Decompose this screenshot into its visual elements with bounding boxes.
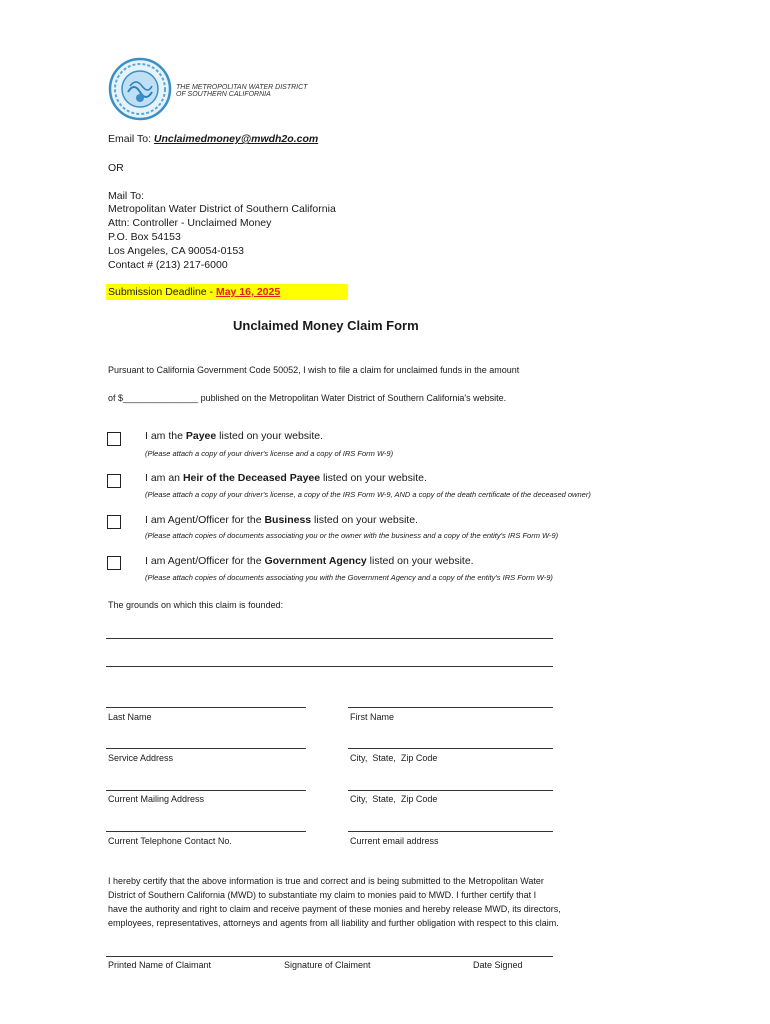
grounds-label: The grounds on which this claim is founded:	[108, 600, 284, 610]
intro-line-1: Pursuant to California Government Code 50052, I wish to file a claim for unclaimed funds in the amount	[108, 365, 520, 375]
service-address-line[interactable]	[106, 748, 306, 749]
certification-line-4: employees, representatives, attorneys and agents from all liability and further obligation with respect to this claim.	[108, 918, 559, 928]
deadline-label: Submission Deadline -	[108, 286, 216, 298]
grounds-line-1[interactable]	[106, 638, 553, 639]
city-state-zip-line-1[interactable]	[348, 748, 553, 749]
submission-deadline	[106, 284, 348, 300]
certification-line-2: District of Southern California (MWD) to substantiate my claim to monies paid to MWD. I further certify that I	[108, 890, 537, 900]
mailing-address-line[interactable]	[106, 790, 306, 791]
email-prefix: Email To:	[108, 133, 154, 145]
option-payee: I am the Payee listed on your website.	[145, 430, 324, 442]
certification-line-3: have the authority and right to claim and receive payment of these monies and hereby release MWD, its directors,	[108, 904, 561, 914]
option-government-agency-note: (Please attach copies of documents associating you with the Government Agency and a copy of the entity's IRS Form W-9)	[145, 573, 553, 582]
or-text: OR	[108, 162, 124, 174]
address-line-3: P.O. Box 54153	[108, 231, 181, 243]
deadline-date: May 16, 2025	[215, 286, 281, 298]
service-address-label: Service Address	[108, 753, 174, 763]
grounds-line-2[interactable]	[106, 666, 553, 667]
telephone-label: Current Telephone Contact No.	[108, 836, 232, 846]
address-line-5: Contact # (213) 217-6000	[108, 259, 228, 271]
printed-name-label: Printed Name of Claimant	[108, 960, 212, 970]
signature-label: Signature of Claiment	[284, 960, 371, 970]
mwd-seal-icon	[108, 56, 172, 122]
option-heir: I am an Heir of the Deceased Payee listed on your website.	[145, 472, 427, 484]
address-line-4: Los Angeles, CA 90054-0153	[108, 245, 245, 257]
last-name-line[interactable]	[106, 707, 306, 708]
option-business-note: (Please attach copies of documents associating you or the owner with the business and a copy of the entity's IRS Form W-9)	[145, 531, 559, 540]
address-line-2: Attn: Controller - Unclaimed Money	[108, 217, 272, 229]
certification-line-1: I hereby certify that the above information is true and correct and is being submitted to the Metropolitan Water	[108, 876, 544, 886]
first-name-label: First Name	[350, 712, 395, 722]
email-address-label: Current email address	[350, 836, 439, 846]
org-name-line2: OF SOUTHERN CALIFORNIA	[176, 91, 271, 98]
business-checkbox[interactable]	[107, 515, 121, 529]
mwd-logo	[108, 56, 308, 122]
government-agency-checkbox[interactable]	[107, 556, 121, 570]
address-line-1: Metropolitan Water District of Southern California	[108, 203, 336, 215]
mail-to-label: Mail To:	[108, 190, 144, 202]
city-state-zip-label-2: City, State, Zip Code	[350, 794, 438, 804]
date-signed-label: Date Signed	[473, 960, 523, 970]
email-address-line[interactable]	[348, 831, 553, 832]
org-name-line1: THE METROPOLITAN WATER DISTRICT	[176, 84, 308, 91]
intro-line-2: of $_______________ published on the Metropolitan Water District of Southern California's website.	[108, 393, 507, 403]
payee-checkbox[interactable]	[107, 432, 121, 446]
first-name-line[interactable]	[348, 707, 553, 708]
signature-line[interactable]	[106, 956, 553, 957]
city-state-zip-line-2[interactable]	[348, 790, 553, 791]
city-state-zip-label-1: City, State, Zip Code	[350, 753, 438, 763]
telephone-line[interactable]	[106, 831, 306, 832]
form-title: Unclaimed Money Claim Form	[233, 318, 419, 333]
last-name-label: Last Name	[108, 712, 152, 722]
option-payee-note: (Please attach a copy of your driver's license and a copy of IRS Form W-9)	[145, 449, 394, 458]
email-link[interactable]: Unclaimedmoney@mwdh2o.com	[153, 133, 319, 145]
option-business: I am Agent/Officer for the Business listed on your website.	[145, 514, 418, 526]
email-line	[108, 133, 318, 145]
mailing-address-label: Current Mailing Address	[108, 794, 205, 804]
option-government-agency: I am Agent/Officer for the Government Agency listed on your website.	[145, 555, 474, 567]
heir-checkbox[interactable]	[107, 474, 121, 488]
option-heir-note: (Please attach a copy of your driver's license, a copy of the IRS Form W-9, AND a copy of the death certificate of the deceased owner)	[145, 490, 591, 499]
